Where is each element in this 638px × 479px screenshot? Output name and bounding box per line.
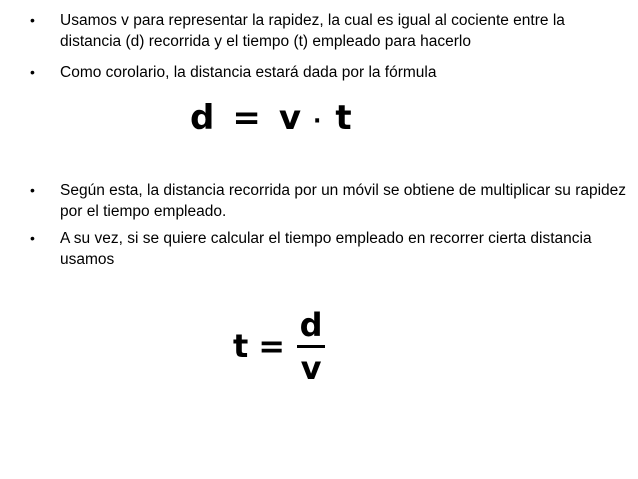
bullet-text: Según esta, la distancia recorrida por un móvil se obtiene de multiplicar su rapidez por el tiempo empleado. xyxy=(60,182,627,220)
formula-multiplication-dot: · xyxy=(313,108,322,134)
formula-fraction xyxy=(297,307,325,386)
bullet-marker: • xyxy=(30,182,35,198)
fraction-denominator-v: v xyxy=(300,348,322,387)
fraction-numerator-d: d xyxy=(299,305,323,344)
bullet-text: A su vez, si se quiere calcular el tiempo empleado en recorrer cierta distancia usamos xyxy=(60,230,592,268)
bullet-text: Usamos v para representar la rapidez, la cual es igual al cociente entre la distancia (d) recorrida y el tiempo (t) empleado para hacerlo xyxy=(60,12,565,50)
fraction-bar xyxy=(297,345,325,348)
formula-symbol-t: t xyxy=(335,98,352,138)
formula-time xyxy=(233,300,325,392)
formula-distance xyxy=(190,96,352,140)
formula-symbol-v: v xyxy=(278,98,302,138)
bullet-marker: • xyxy=(30,64,35,80)
bullet-multiplicar xyxy=(28,180,628,222)
bullet-marker: • xyxy=(30,12,35,28)
bullet-rapidez-definition xyxy=(28,10,628,52)
bullet-marker: • xyxy=(30,230,35,246)
bullet-text: Como corolario, la distancia estará dada por la fórmula xyxy=(60,64,437,81)
formula-equals-sign: = xyxy=(258,327,286,365)
top-bullet-list xyxy=(28,10,628,83)
formula-equals-sign: = xyxy=(232,98,261,138)
bullet-calcular-tiempo xyxy=(28,228,628,270)
bullet-corolario xyxy=(28,62,628,83)
formula-symbol-t: t xyxy=(233,327,249,365)
bottom-bullet-list xyxy=(28,180,628,270)
formula-symbol-d: d xyxy=(190,98,215,138)
